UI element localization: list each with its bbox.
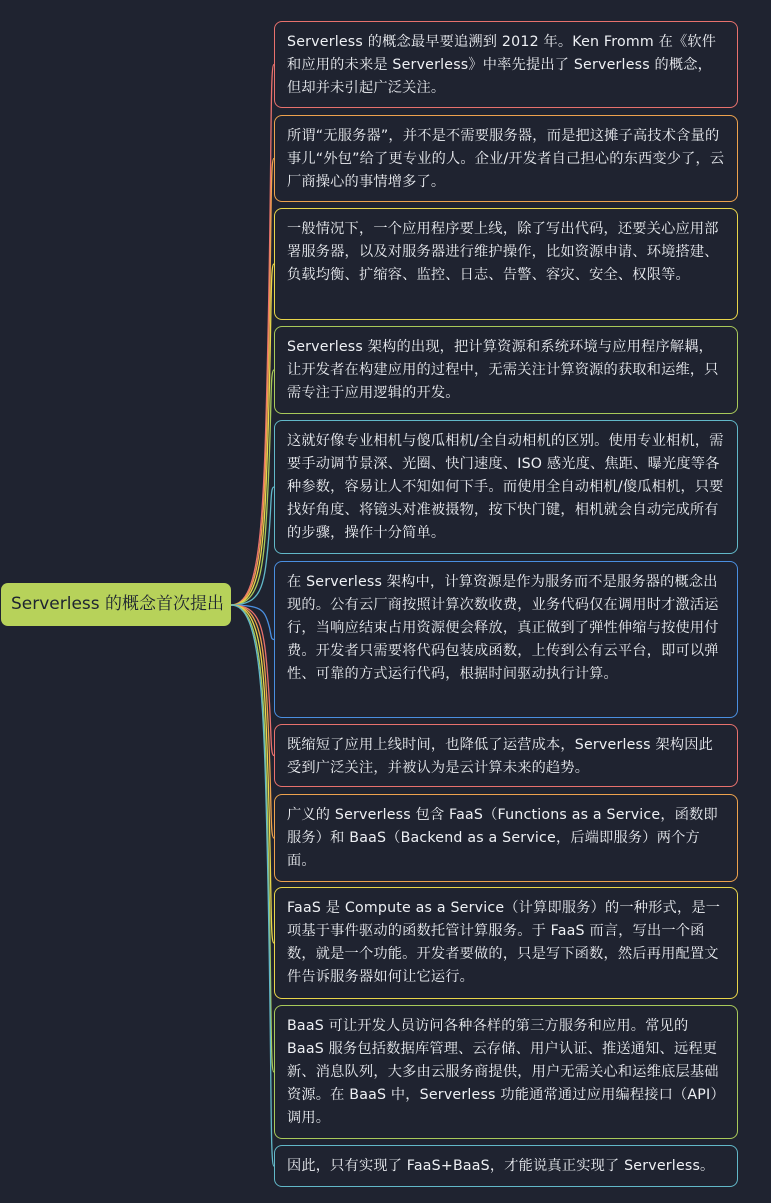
connector-line-10 bbox=[231, 605, 274, 1072]
connector-line-7 bbox=[231, 605, 274, 756]
topic-node-4[interactable]: Serverless 架构的出现，把计算资源和系统环境与应用程序解耦，让开发者在构建应用的过程中，无需关注计算资源的获取和运维，只需专注于应用逻辑的开发。 bbox=[274, 326, 738, 414]
connector-line-5 bbox=[231, 487, 274, 605]
topic-node-7[interactable]: 既缩短了应用上线时间，也降低了运营成本，Serverless 架构因此受到广泛关注，并被认为是云计算未来的趋势。 bbox=[274, 724, 738, 787]
connector-line-1 bbox=[231, 65, 274, 606]
connector-line-2 bbox=[231, 159, 274, 606]
connector-line-3 bbox=[231, 264, 274, 605]
topic-node-9[interactable]: FaaS 是 Compute as a Service（计算即服务）的一种形式，是一项基于事件驱动的函数托管计算服务。于 FaaS 而言，写出一个函数，就是一个功能。开发者要做的，只是写下函数，然后再用配置文件告诉服务器如何让它运行。 bbox=[274, 887, 738, 999]
topic-node-1[interactable]: Serverless 的概念最早要追溯到 2012 年。Ken Fromm 在《软件和应用的未来是 Serverless》中率先提出了 Serverless 的概念，但却并未引起广泛关注。 bbox=[274, 21, 738, 108]
topic-node-5[interactable]: 这就好像专业相机与傻瓜相机/全自动相机的区别。使用专业相机，需要手动调节景深、光圈、快门速度、ISO 感光度、焦距、曝光度等各种参数，容易让人不知如何下手。而使用全自动相机/傻瓜相机，只要找好角度、将镜头对准被摄物，按下快门键，相机就会自动完成所有的步骤，操作十分简单。 bbox=[274, 420, 738, 554]
topic-node-11[interactable]: 因此，只有实现了 FaaS+BaaS，才能说真正实现了 Serverless。 bbox=[274, 1145, 738, 1187]
topic-node-6[interactable]: 在 Serverless 架构中，计算资源是作为服务而不是服务器的概念出现的。公有云厂商按照计算次数收费，业务代码仅在调用时才激活运行，当响应结束占用资源便会释放，真正做到了弹性伸缩与按使用付费。开发者只需要将代码包装成函数，上传到公有云平台，即可以弹性、可靠的方式运行代码，根据时间驱动执行计算。 bbox=[274, 561, 738, 718]
topic-node-3[interactable]: 一般情况下，一个应用程序要上线，除了写出代码，还要关心应用部署服务器，以及对服务器进行维护操作，比如资源申请、环境搭建、负载均衡、扩缩容、监控、日志、告警、容灾、安全、权限等。 bbox=[274, 208, 738, 320]
root-topic[interactable]: Serverless 的概念首次提出 bbox=[1, 583, 231, 626]
topic-node-2[interactable]: 所谓“无服务器”，并不是不需要服务器，而是把这摊子高技术含量的事儿“外包”给了更专业的人。企业/开发者自己担心的东西变少了，云厂商操心的事情增多了。 bbox=[274, 115, 738, 202]
connector-line-6 bbox=[231, 605, 274, 640]
topic-node-8[interactable]: 广义的 Serverless 包含 FaaS（Functions as a Service，函数即服务）和 BaaS（Backend as a Service，后端即服务）两个方面。 bbox=[274, 794, 738, 882]
topic-node-10[interactable]: BaaS 可让开发人员访问各种各样的第三方服务和应用。常见的 BaaS 服务包括数据库管理、云存储、用户认证、推送通知、远程更新、消息队列，大多由云服务商提供，用户无需关心和运维底层基础资源。在 BaaS 中，Serverless 功能通常通过应用编程接口（API）调用。 bbox=[274, 1005, 738, 1139]
connector-line-11 bbox=[231, 605, 274, 1166]
connector-line-8 bbox=[231, 605, 274, 838]
connector-line-9 bbox=[231, 605, 274, 943]
connector-line-4 bbox=[231, 370, 274, 605]
